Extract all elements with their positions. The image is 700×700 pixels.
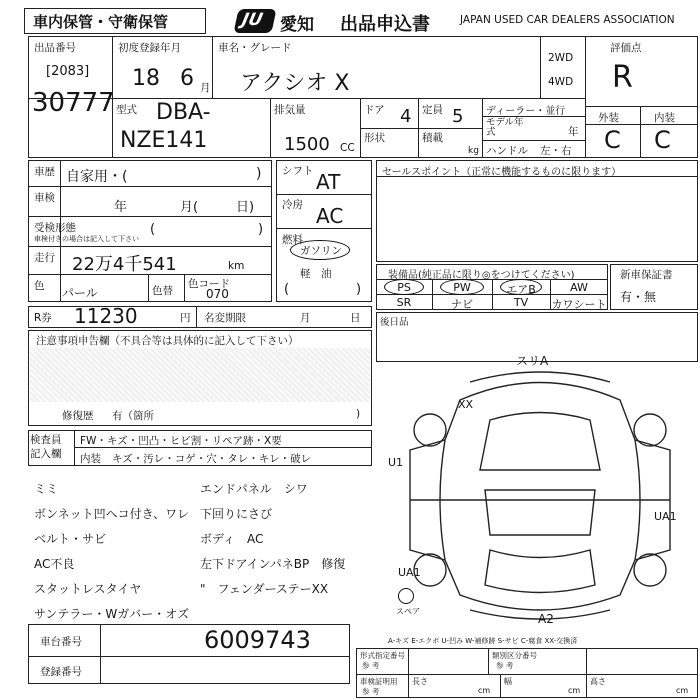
kg-label: kg xyxy=(468,146,479,156)
repair-value: 有（箇所 xyxy=(112,410,154,422)
equipment-item: AW xyxy=(570,281,588,294)
fuel-selected: ガソリン xyxy=(300,245,342,257)
length-label: 長さ xyxy=(412,677,428,686)
grade-value: R xyxy=(612,60,633,95)
equipment-circle-mark xyxy=(384,279,424,295)
drive-4wd: 4WD xyxy=(548,76,574,88)
diagram-right-mark: UA1 xyxy=(654,510,677,523)
grade-interior: C xyxy=(654,126,671,154)
storage-box xyxy=(24,8,206,34)
acceptance-close: ) xyxy=(258,222,264,237)
length-unit: cm xyxy=(478,686,491,695)
change-date-label: 名変期限 xyxy=(204,312,246,324)
equipment-item: PS xyxy=(397,281,411,294)
drive-2wd: 2WD xyxy=(548,52,574,64)
grade-exterior-label: 外装 xyxy=(598,112,619,124)
cert-label: 車検証明用 xyxy=(360,677,398,686)
registration-month: 6 xyxy=(180,66,194,91)
car-name-value: アクシオ X xyxy=(240,71,350,96)
displacement-unit: CC xyxy=(340,142,355,154)
shift-label: シフト xyxy=(282,165,314,177)
checker-row1: FW・キズ・凹凸・ヒビ割・リペア跡・X要 xyxy=(80,435,282,447)
registration-year: 18 xyxy=(132,66,160,91)
mileage-value: 22万4千541 xyxy=(72,254,177,275)
fuel-other: 軽 油 xyxy=(300,268,332,280)
chassis-label: 車台番号 xyxy=(40,636,82,648)
recycle-unit: 円 xyxy=(180,312,191,324)
history-close: ) xyxy=(256,166,262,182)
width-label: 幅 xyxy=(504,677,512,686)
car-body-diagram xyxy=(390,360,690,630)
diagram-top-mark: スリA xyxy=(516,354,549,368)
diagram-legend: A-キズ E-エクボ U-凹み W-補修跡 S-サビ C-腐食 XX-交換済 xyxy=(388,637,578,645)
capacity-label: 定員 xyxy=(422,104,443,116)
equipment-item: TV xyxy=(513,296,529,309)
mileage-unit: km xyxy=(228,260,245,272)
storage-label: 車内保管・守衛保管 xyxy=(33,13,169,31)
aircon-label: 冷房 xyxy=(282,199,303,211)
handwritten-note: " フェンダーステーXX xyxy=(200,582,329,596)
handwritten-note: ミミ xyxy=(34,482,59,496)
color-code-label: 色コード xyxy=(188,278,230,290)
model-year-label: モデル年式 xyxy=(486,117,524,138)
diagram-bottom-mark: A2 xyxy=(538,612,554,626)
lot-number: 30777 xyxy=(32,88,115,118)
grade-interior-label: 内装 xyxy=(654,112,675,124)
recycle-value: 11230 xyxy=(74,304,138,328)
shape-label: 形状 xyxy=(364,132,385,144)
post-note-label: 後日品 xyxy=(380,317,409,328)
assoc-name: JAPAN USED CAR DEALERS ASSOCIATION xyxy=(460,14,675,26)
sales-point-label: セールスポイント（正常に機能するものに限ります） xyxy=(382,167,622,178)
car-name-label: 車名・グレード xyxy=(218,42,292,54)
height-label: 高さ xyxy=(590,677,606,686)
fuel-close: ) xyxy=(356,282,362,297)
handwritten-note: スタットレスタイヤ xyxy=(34,582,142,596)
equipment-circle-mark xyxy=(440,279,484,295)
inspection-day: 日) xyxy=(236,200,255,215)
spare-tire-icon xyxy=(398,588,414,604)
shift-value: AT xyxy=(316,170,341,194)
chassis-value: 6009743 xyxy=(204,626,311,654)
diagram-bottom-left: UA1 xyxy=(398,566,421,579)
dealer-import-label: ディーラー・並行 xyxy=(486,106,566,117)
repair-label: 修復歴 xyxy=(62,410,94,422)
spare-label: スペア xyxy=(396,607,420,616)
handle-label: ハンドル xyxy=(486,145,528,157)
model-prefix: DBA- xyxy=(156,100,211,125)
handwritten-note: AC不良 xyxy=(34,557,75,571)
handwritten-note: ボンネット凹ヘコ付き、ワレ xyxy=(34,507,190,521)
width-unit: cm xyxy=(568,686,581,695)
fuel-open: ( xyxy=(284,282,290,297)
handwritten-note: ベルト・サビ xyxy=(34,532,107,546)
handle-options: 左・右 xyxy=(540,145,572,157)
inspection-month: 月( xyxy=(180,200,199,215)
grade-label: 評価点 xyxy=(610,42,642,54)
ref-label-1: 参 考 xyxy=(362,661,380,670)
org-name: 愛知 xyxy=(280,15,314,35)
history-value: 自家用・( xyxy=(66,169,128,185)
model-year-unit: 年 xyxy=(568,126,579,138)
doors-label: ドア xyxy=(364,104,385,116)
color-value: パール xyxy=(62,286,98,300)
handwritten-note: 左下ドアインパネBP 修復 xyxy=(200,557,346,571)
equipment-item: PW xyxy=(453,281,471,294)
height-unit: cm xyxy=(676,686,689,695)
checker-row2: キズ・汚レ・コゲ・穴・タレ・キレ・破レ xyxy=(112,453,312,465)
ref-label-3: 参 考 xyxy=(362,687,380,696)
notes-label: 注意事項申告欄（不具合等は具体的に記入して下さい） xyxy=(36,335,299,347)
displacement-value: 1500 xyxy=(284,134,330,155)
acceptance-label: 受検形態 xyxy=(34,222,76,234)
handwritten-note: サンテラー・Wガバー・オズ xyxy=(34,607,190,621)
change-date-day: 日 xyxy=(350,312,361,324)
diagram-left-mark: U1 xyxy=(388,456,404,469)
color-change-label: 色替 xyxy=(152,285,173,297)
mileage-label: 走行 xyxy=(34,252,55,264)
capacity-value: 5 xyxy=(452,106,464,127)
equipment-item: ナビ xyxy=(451,298,473,311)
handwritten-note: ボディ AC xyxy=(200,532,264,546)
model-label: 型式 xyxy=(116,104,137,116)
color-label: 色 xyxy=(34,280,45,292)
ref-label-2: 参 考 xyxy=(496,661,514,670)
warranty-label: 新車保証書 xyxy=(620,269,673,281)
reg-no-label: 登録番号 xyxy=(40,666,82,678)
history-label: 車歴 xyxy=(34,166,55,178)
checker-label: 検査員記入欄 xyxy=(30,434,62,460)
handwritten-note: エンドパネル シワ xyxy=(200,482,308,496)
form-title: 出品申込書 xyxy=(340,14,430,35)
model-code: NZE141 xyxy=(120,128,208,153)
handwritten-note: 下回りにさび xyxy=(200,507,273,521)
class-label: 類別区分番号 xyxy=(492,651,537,660)
fuel-label: 燃料 xyxy=(282,234,303,246)
color-code: 070 xyxy=(206,287,229,301)
displacement-label: 排気量 xyxy=(274,104,306,116)
equipment-item: SR xyxy=(396,296,412,309)
registration-label: 初度登録年月 xyxy=(118,42,181,54)
registration-month-unit: 月 xyxy=(200,82,211,94)
ju-logo-text: JU xyxy=(240,10,265,30)
acceptance-note: 車検付きの場合は記入して下さい xyxy=(34,235,139,243)
type-spec-label: 形式指定番号 xyxy=(360,651,405,660)
equipment-label: 装備品(純正品に限り◎をつけてください) xyxy=(388,270,575,281)
ju-logo xyxy=(233,9,276,33)
doors-value: 4 xyxy=(400,106,412,127)
recycle-label: R券 xyxy=(34,312,52,324)
acceptance-open: ( xyxy=(150,222,156,237)
warranty-options: 有・無 xyxy=(620,290,657,304)
checker-row2-label: 内装 xyxy=(80,453,101,465)
lot-bracket-number: [2083] xyxy=(46,64,90,79)
notes-redacted-area xyxy=(30,348,370,402)
lot-label: 出品番号 xyxy=(34,42,76,54)
equipment-circle-mark xyxy=(500,279,542,295)
equipment-item: エアB xyxy=(506,283,536,296)
inspection-year: 年 xyxy=(114,200,128,215)
change-date-month: 月 xyxy=(300,312,311,324)
grade-exterior: C xyxy=(604,126,621,154)
repair-close: ) xyxy=(356,408,361,420)
payload-label: 積載 xyxy=(422,132,443,144)
diagram-xx-mark: XX xyxy=(458,398,474,411)
equipment-item: カワシート xyxy=(551,298,607,311)
aircon-value: AC xyxy=(316,204,344,228)
inspection-label: 車検 xyxy=(34,192,55,204)
